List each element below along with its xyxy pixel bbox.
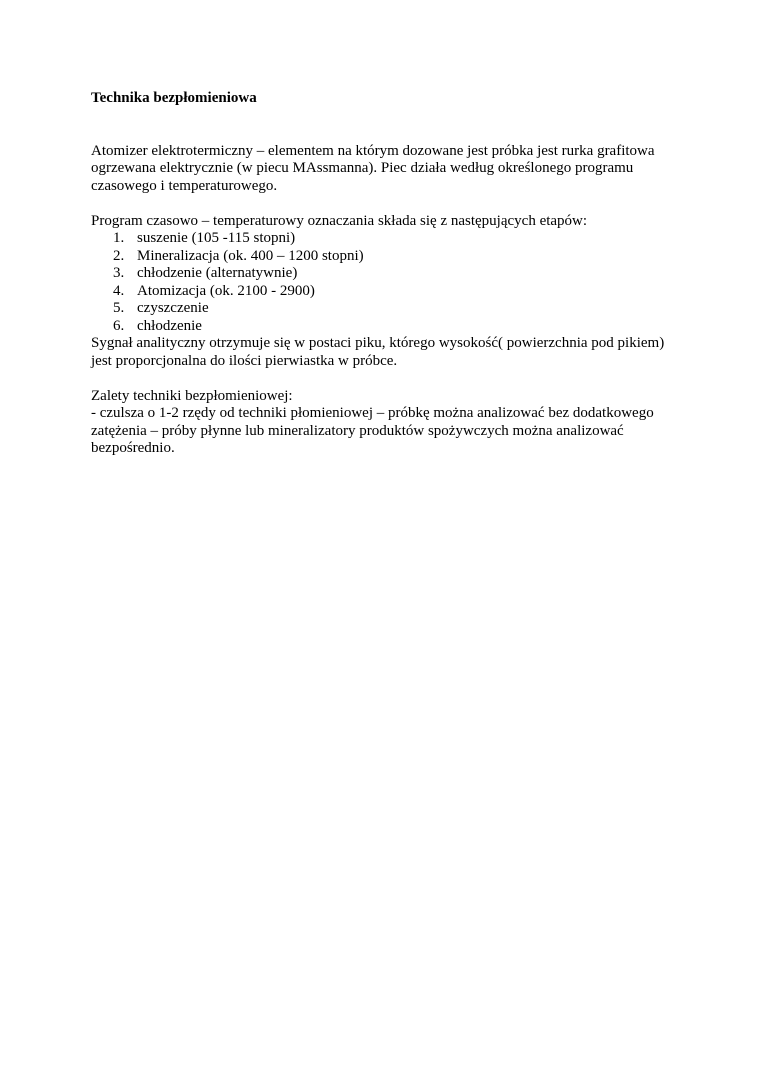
- list-item-number: 3.: [113, 265, 125, 281]
- spacer: [91, 370, 681, 388]
- list-item-text: chłodzenie: [137, 317, 202, 334]
- list-item-number: 6.: [113, 317, 125, 334]
- list-item: [91, 318, 681, 336]
- spacer: [91, 108, 681, 143]
- list-item-number: 2.: [113, 247, 125, 264]
- list-item-number: 4.: [113, 282, 125, 299]
- list-item: [91, 283, 681, 301]
- list-item-text: chłodzenie (alternatywnie): [137, 265, 298, 281]
- advantages-paragraph: - czulsza o 1-2 rzędy od techniki płomieniowej – próbkę można analizować bez dodatkowego zatężenia – próby płynne lub mineralizatory produktów spożywczych można analizować bezpośrednio.: [91, 405, 654, 456]
- advantages-heading: Zalety techniki bezpłomieniowej:: [91, 387, 293, 404]
- list-item: [91, 300, 681, 318]
- list-item: [91, 230, 681, 248]
- program-intro: Program czasowo – temperaturowy oznaczania składa się z następujących etapów:: [91, 212, 588, 229]
- list-item-number: 5.: [113, 300, 125, 316]
- list-item-text: Mineralizacja (ok. 400 – 1200 stopni): [137, 247, 364, 264]
- intro-paragraph: Atomizer elektrotermiczny – elementem na którym dozowane jest próbka jest rurka grafitowa ogrzewana elektrycznie (w piecu MAssmanna). Piec działa według określonego programu czasowego i temperaturowego.: [91, 142, 655, 194]
- list-item-text: suszenie (105 -115 stopni): [137, 230, 296, 246]
- list-item: [91, 265, 681, 283]
- list-item-text: czyszczenie: [137, 300, 209, 316]
- steps-list: [91, 230, 681, 335]
- document-page: [91, 90, 681, 458]
- list-item-number: 1.: [113, 230, 125, 246]
- list-item: [91, 248, 681, 266]
- signal-paragraph: Sygnał analityczny otrzymuje się w postaci piku, którego wysokość( powierzchnia pod pikiem) jest proporcjonalna do ilości pierwiastka w próbce.: [91, 335, 665, 369]
- spacer: [91, 195, 681, 213]
- document-title: Technika bezpłomieniowa: [91, 90, 257, 106]
- list-item-text: Atomizacja (ok. 2100 - 2900): [137, 282, 315, 299]
